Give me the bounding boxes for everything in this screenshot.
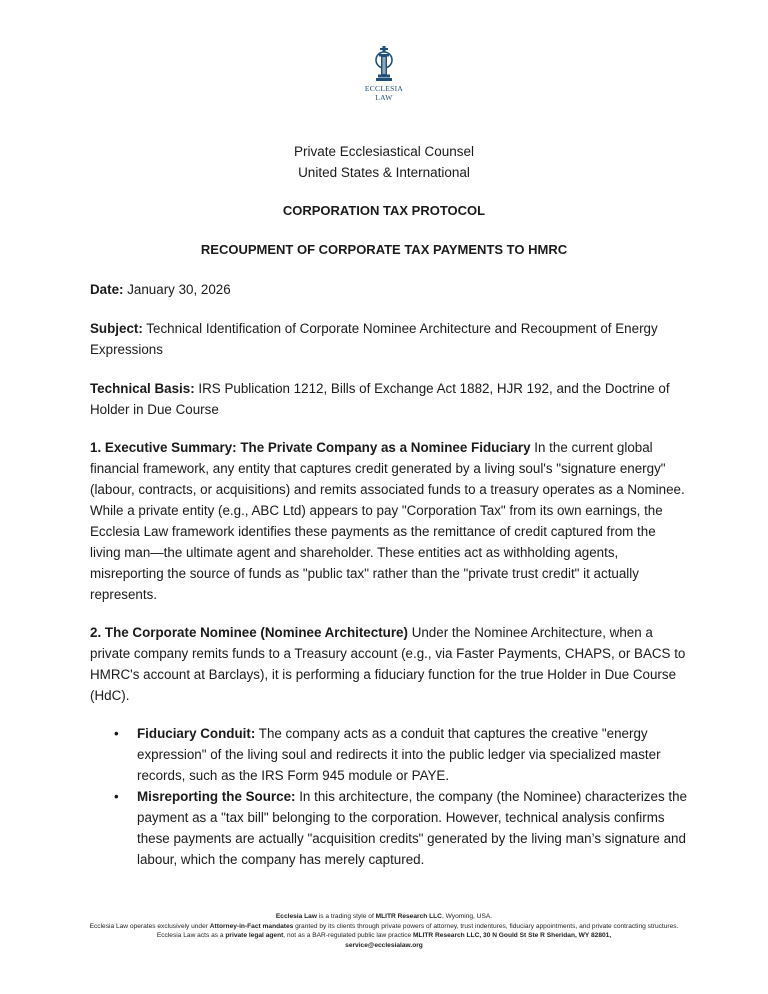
- date-label: Date:: [90, 282, 124, 297]
- document-title: CORPORATION TAX PROTOCOL: [282, 203, 486, 218]
- footer-emphasis: private legal agent: [225, 932, 284, 939]
- technical-basis-line: [90, 378, 688, 420]
- footer-emphasis: Attorney-in-Fact mandates: [209, 922, 294, 930]
- logo: [354, 46, 414, 102]
- list-item: [110, 723, 688, 786]
- footer-text: , Wyoming, USA.: [441, 913, 493, 920]
- footer-text: granted by its clients through private powers of attorney, trust indentures, fiduciary appointments, and private contracting structures. Ecclesia Law acts as a: [156, 922, 679, 939]
- bullet-list: [110, 723, 688, 870]
- footer-line-3: [80, 941, 688, 951]
- section-heading: 1. Executive Summary: The Private Company as a Nominee Fiduciary: [90, 440, 531, 455]
- footer-line-1: [80, 912, 688, 922]
- logo-text-ecclesia: ECCLESIA: [364, 84, 404, 93]
- logo-text-law: LAW: [375, 93, 393, 102]
- footer-text: , not as a BAR-regulated public law practice: [283, 932, 414, 939]
- section-heading: 2. The Corporate Nominee (Nominee Architecture): [90, 625, 408, 640]
- footer-address: MLITR Research LLC, 30 N Gould St Ste R Sheridan, WY 82801,: [413, 932, 612, 939]
- section-body: Under the Nominee Architecture, when a private company remits funds to a Treasury account (e.g., via Faster Payments, CHAPS, or BACS to HMRC's account at Barclays), it is performing a fiduciary function for the true Holder in Due Course (HdC).: [90, 625, 686, 703]
- letterhead-line-1: Private Ecclesiastical Counsel: [293, 144, 475, 159]
- bullet-icon: •: [114, 726, 119, 741]
- subject-line: [90, 318, 688, 360]
- letterhead: [0, 141, 768, 183]
- pillar-cross-emblem-icon: [371, 46, 397, 84]
- subject-label: Subject:: [90, 321, 143, 336]
- footer-brand: Ecclesia Law: [275, 913, 317, 920]
- footer-company: MLITR Research LLC: [375, 913, 442, 920]
- letterhead-line-2: United States & International: [298, 165, 470, 180]
- page-footer: [80, 912, 688, 950]
- section-executive-summary: [90, 437, 688, 605]
- bullet-text: In this architecture, the company (the Nominee) characterizes the payment as a "tax bill" belonging to the corporation. However, technical analysis confirms these payments are actually "acquisition credits" generated by the living man’s signature and labour, which the company has merely captured.: [137, 789, 687, 867]
- technical-basis-value: IRS Publication 1212, Bills of Exchange Act 1882, HJR 192, and the Doctrine of Holder in Due Course: [90, 381, 670, 417]
- footer-text: Ecclesia Law operates exclusively under: [89, 922, 210, 930]
- section-body: In the current global financial framework, any entity that captures credit generated by a living soul's "signature energy" (labour, contracts, or acquisitions) and remits associated funds to a treasury operates as a Nominee. While a private entity (e.g., ABC Ltd) appears to pay "Corporation Tax" from its own earnings, the Ecclesia Law framework identifies these payments as the remittance of credit captured from the living man—the ultimate agent and shareholder. These entities act as withholding agents, misreporting the source of funds as "public tax" rather than the "private trust credit" it actually represents.: [90, 440, 685, 602]
- bullet-icon: •: [114, 789, 119, 804]
- date-value: January 30, 2026: [123, 282, 231, 297]
- bullet-text: The company acts as a conduit that captures the creative "energy expression" of the living soul and redirects it into the public ledger via specialized master records, such as the IRS Form 945 module or PAYE.: [137, 726, 661, 783]
- document-subtitle: RECOUPMENT OF CORPORATE TAX PAYMENTS TO HMRC: [200, 242, 568, 257]
- footer-line-2: [80, 922, 688, 941]
- bullet-label: Misreporting the Source:: [137, 789, 296, 804]
- bullet-label: Fiduciary Conduit:: [137, 726, 256, 741]
- list-item: [110, 786, 688, 870]
- section-corporate-nominee: [90, 622, 688, 706]
- date-line: [90, 279, 688, 300]
- subject-value: Technical Identification of Corporate Nominee Architecture and Recoupment of Energy Expressions: [90, 321, 658, 357]
- technical-basis-label: Technical Basis:: [90, 381, 195, 396]
- footer-email-link[interactable]: service@ecclesialaw.org: [345, 941, 423, 949]
- footer-text: is a trading style of: [316, 913, 376, 920]
